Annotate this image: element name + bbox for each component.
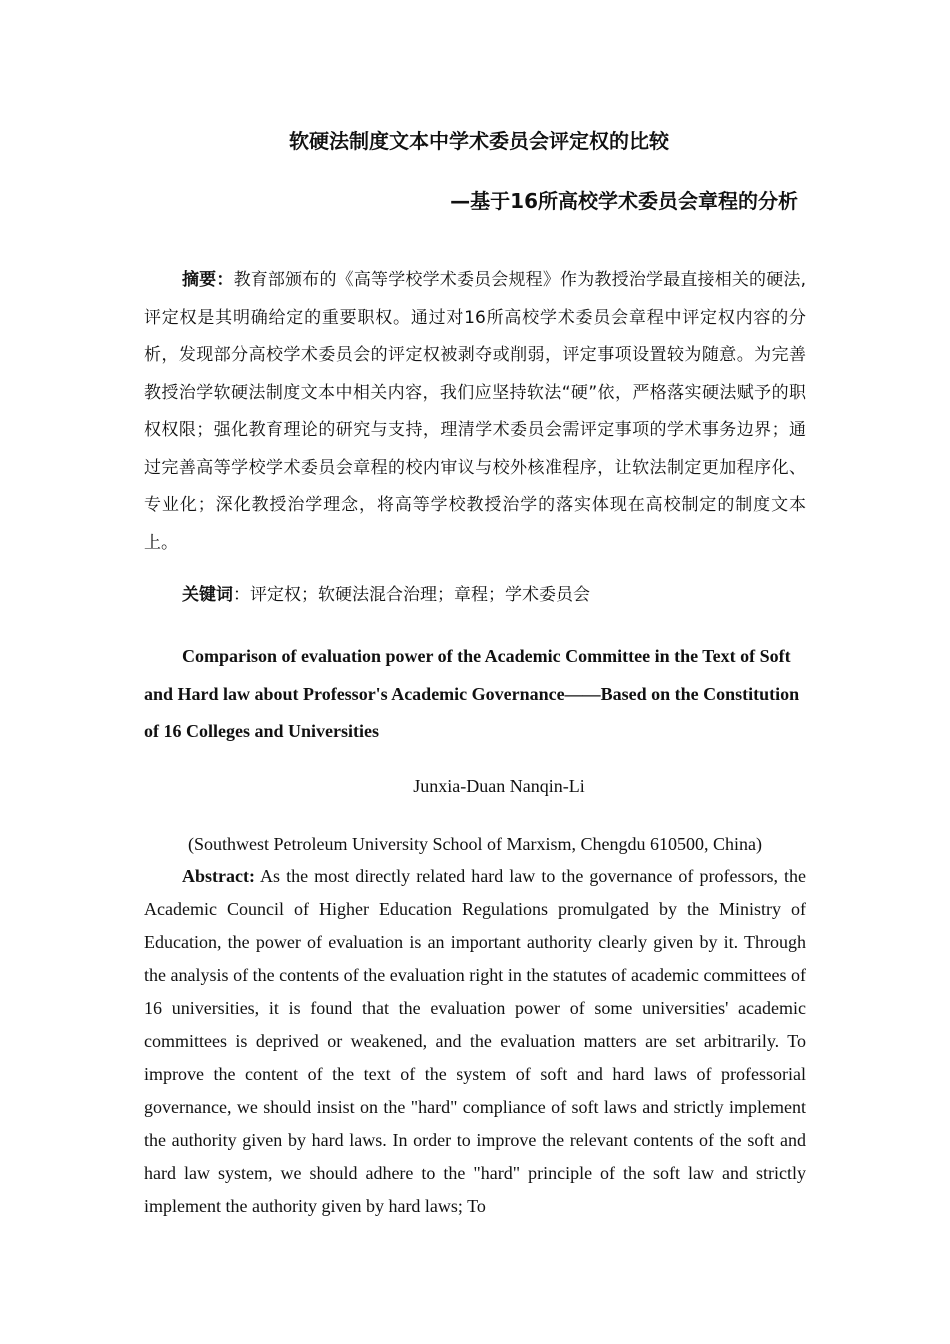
title-en: Comparison of evaluation power of the Academic Committee in the Text of Soft and Hard law about Professor's Academic Governance——Based on the Constitution of 16 Colleges and Universities bbox=[144, 646, 800, 741]
authors: Junxia-Duan Nanqin-Li bbox=[413, 776, 585, 796]
keywords-cn bbox=[182, 580, 590, 610]
keywords-cn-label: 关键词 bbox=[182, 585, 233, 605]
page-subtitle-cn: —基于16所高校学术委员会章程的分析 bbox=[450, 189, 798, 213]
keywords-cn-text: ：评定权；软硬法混合治理；章程；学术委员会 bbox=[233, 585, 590, 605]
page-title-cn: 软硬法制度文本中学术委员会评定权的比较 bbox=[289, 129, 669, 153]
abstract-en-label: Abstract: bbox=[182, 866, 255, 886]
abstract-en-text: As the most directly related hard law to the governance of professors, the Academic Council of Higher Education Regulations promulgated by the Ministry of Education, the power of evaluation is an important authority clearly given by it. Through the analysis of the contents of the evaluation right in the statutes of academic committees of 16 universities, it is found that the evaluation power of some universities' academic committees is deprived or weakened, and the evaluation matters are set arbitrarily. To improve the content of the text of the system of soft and hard laws of professorial governance, we should insist on the "hard" compliance of soft laws and strictly implement the authority given by hard laws. In order to improve the relevant contents of the soft and hard law system, we should adhere to the "hard" principle of the soft law and strictly implement the authority given by hard laws; To bbox=[144, 866, 806, 1216]
abstract-en bbox=[144, 860, 806, 1223]
abstract-cn bbox=[144, 262, 806, 562]
abstract-cn-label: 摘要： bbox=[182, 270, 234, 290]
affiliation: (Southwest Petroleum University School of Marxism, Chengdu 610500, China) bbox=[188, 834, 762, 854]
abstract-cn-text: 教育部颁布的《高等学校学术委员会规程》作为教授治学最直接相关的硬法, 评定权是其明确给定的重要职权。通过对16所高校学术委员会章程中评定权内容的分析，发现部分高校学术委员会的评定权被剥夺或削弱，评定事项设置较为随意。为完善教授治学软硬法制度文本中相关内容，我们应坚持软法“硬”依，严格落实硬法赋予的职权权限；强化教育理论的研究与支持，理清学术委员会需评定事项的学术事务边界；通过完善高等学校学术委员会章程的校内审议与校外核准程序，让软法制定更加程序化、专业化；深化教授治学理念，将高等学校教授治学的落实体现在高校制定的制度文本上。 bbox=[144, 270, 807, 553]
